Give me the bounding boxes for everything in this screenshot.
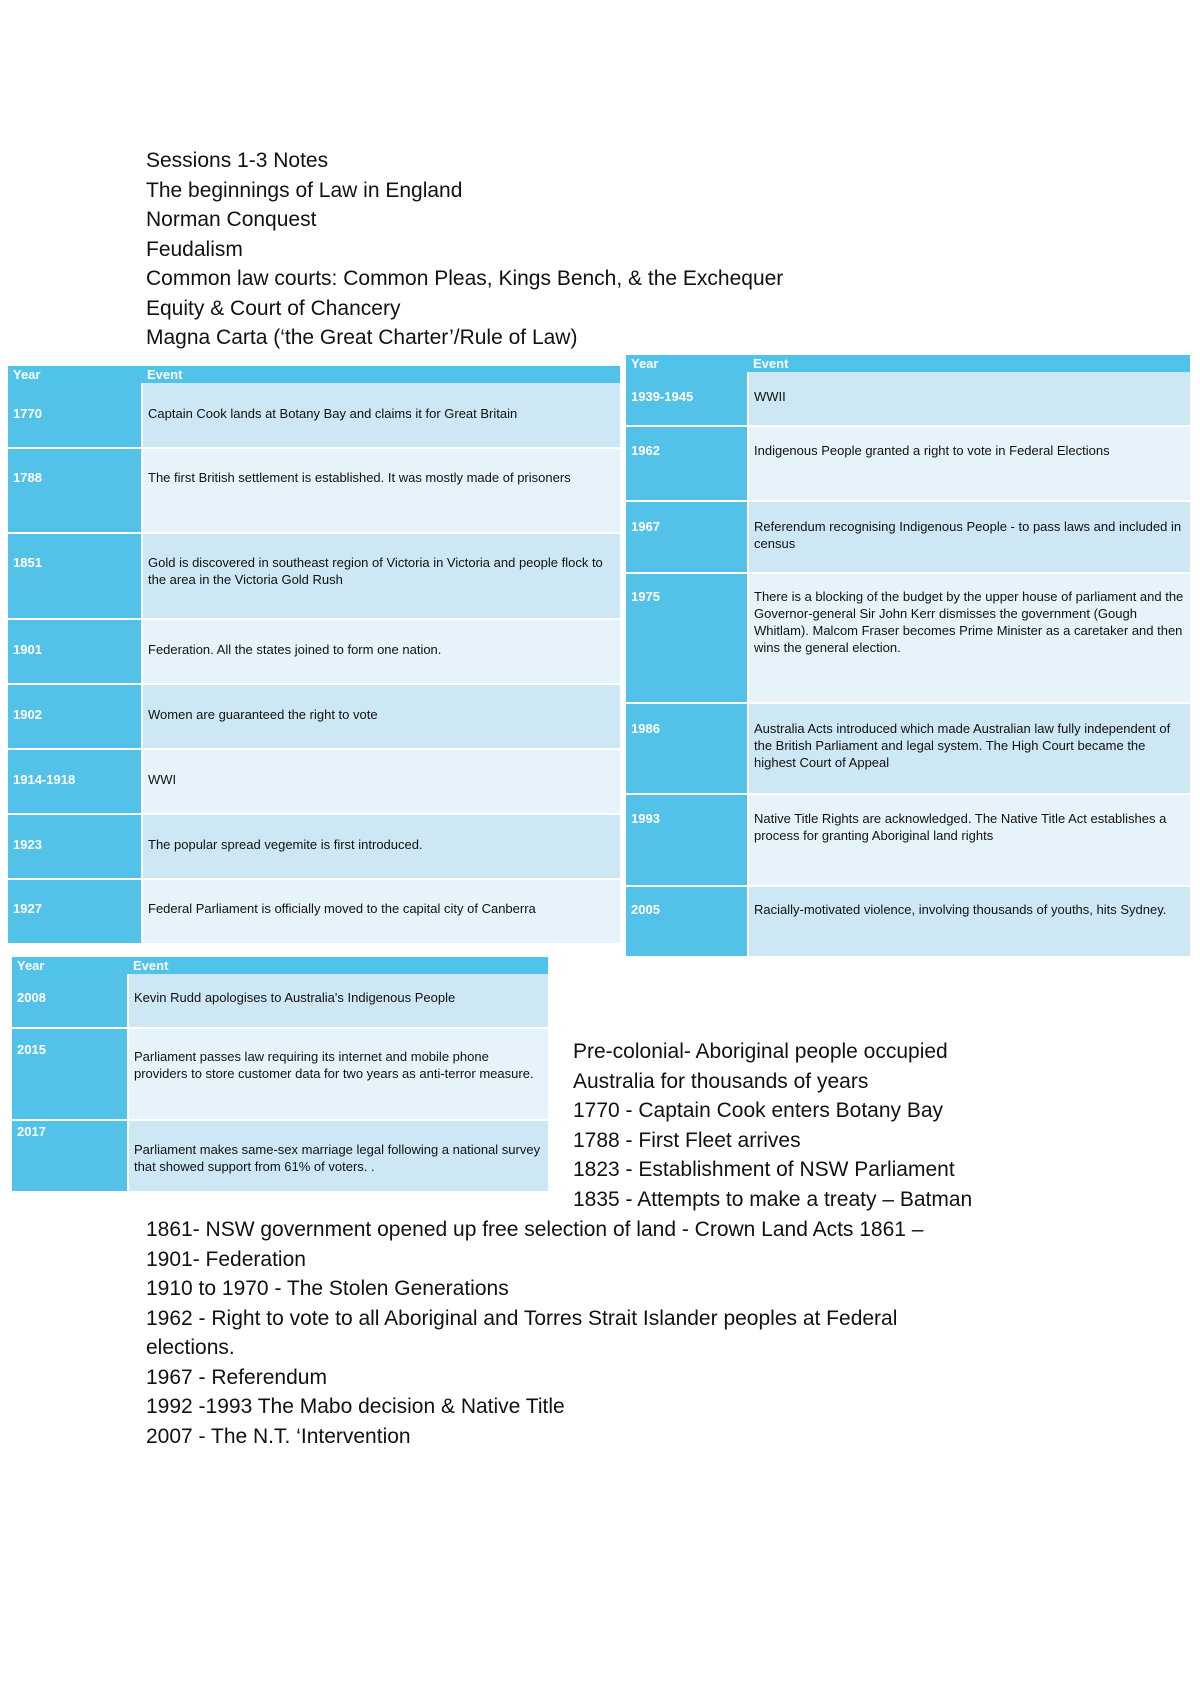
- table-row: [626, 886, 1190, 957]
- year-cell: 1986: [626, 703, 748, 794]
- year-cell: 1788: [8, 448, 142, 533]
- event-cell: There is a blocking of the budget by the upper house of parliament and the Governor-general Sir John Kerr dismisses the government (Gough Whitlam). Malcom Fraser becomes Prime Minister as a caretaker and then wins the general election.: [748, 573, 1190, 703]
- year-cell: 1901: [8, 619, 142, 684]
- event-cell: Gold is discovered in southeast region of Victoria in Victoria and people flock to the area in the Victoria Gold Rush: [142, 533, 620, 619]
- table-row: [626, 501, 1190, 573]
- year-cell: 2005: [626, 886, 748, 957]
- history-line: 1992 -1993 The Mabo decision & Native Title: [146, 1395, 565, 1418]
- year-cell: 1975: [626, 573, 748, 703]
- history-line: 1861- NSW government opened up free selection of land - Crown Land Acts 1861 –: [146, 1218, 924, 1241]
- table-row: [626, 703, 1190, 794]
- table-row: [8, 619, 620, 684]
- year-cell: 1927: [8, 879, 142, 944]
- table-row: [626, 573, 1190, 703]
- table-row: [8, 879, 620, 944]
- table-row: [12, 1028, 548, 1120]
- event-header: Event: [142, 366, 620, 383]
- table-row: [626, 794, 1190, 886]
- year-cell: 2015: [12, 1028, 128, 1120]
- timeline-line: 1770 - Captain Cook enters Botany Bay: [573, 1099, 944, 1122]
- table-row: [8, 448, 620, 533]
- table-row: [8, 814, 620, 879]
- year-cell: 2017: [12, 1120, 128, 1192]
- history-list: [146, 1215, 923, 1451]
- notes-title: Sessions 1-3 Notes: [146, 149, 329, 172]
- event-cell: Native Title Rights are acknowledged. The Native Title Act establishes a process for granting Aboriginal land rights: [748, 794, 1190, 886]
- table-row: [8, 749, 620, 814]
- notes-line: Magna Carta (‘the Great Charter’/Rule of Law): [146, 326, 578, 349]
- event-cell: WWII: [748, 372, 1190, 426]
- event-cell: Australia Acts introduced which made Australian law fully independent of the British Parliament and legal system. The High Court became the highest Court of Appeal: [748, 703, 1190, 794]
- event-cell: Parliament makes same-sex marriage legal following a national survey that showed support from 61% of voters. .: [128, 1120, 548, 1192]
- event-cell: Kevin Rudd apologises to Australia's Indigenous People: [128, 974, 548, 1028]
- timeline-line: 1823 - Establishment of NSW Parliament: [573, 1158, 955, 1181]
- table-row: [626, 426, 1190, 501]
- event-cell: The first British settlement is established. It was mostly made of prisoners: [142, 448, 620, 533]
- timeline-line: Pre-colonial- Aboriginal people occupied: [573, 1040, 948, 1063]
- year-cell: 1923: [8, 814, 142, 879]
- table-row: [626, 372, 1190, 426]
- timeline-line: Australia for thousands of years: [573, 1069, 869, 1093]
- year-cell: 1851: [8, 533, 142, 619]
- event-cell: Captain Cook lands at Botany Bay and claims it for Great Britain: [142, 383, 620, 448]
- history-line: 2007 - The N.T. ‘Intervention: [146, 1424, 411, 1448]
- year-cell: 1770: [8, 383, 142, 448]
- notes-line: The beginnings of Law in England: [146, 178, 463, 202]
- history-line: 1967 - Referendum: [146, 1365, 327, 1389]
- table-row: [8, 684, 620, 749]
- table-row: [12, 974, 548, 1028]
- colonial-timeline: [573, 1037, 972, 1214]
- year-cell: 1914-1918: [8, 749, 142, 814]
- notes-line: Feudalism: [146, 237, 243, 261]
- session-notes: [146, 146, 783, 353]
- event-cell: Indigenous People granted a right to vote in Federal Elections: [748, 426, 1190, 501]
- notes-line: Equity & Court of Chancery: [146, 296, 401, 320]
- event-header: Event: [128, 957, 548, 974]
- table-row: [12, 1120, 548, 1192]
- history-line: 1901- Federation: [146, 1247, 306, 1271]
- timeline-table-1: [8, 366, 620, 945]
- timeline-line: 1835 - Attempts to make a treaty – Batman: [573, 1187, 973, 1211]
- history-line: elections.: [146, 1336, 235, 1359]
- notes-line: Norman Conquest: [146, 208, 317, 231]
- table-row: [8, 383, 620, 448]
- year-header: Year: [12, 957, 128, 974]
- event-cell: Federal Parliament is officially moved to the capital city of Canberra: [142, 879, 620, 944]
- event-cell: Federation. All the states joined to form one nation.: [142, 619, 620, 684]
- history-line: 1910 to 1970 - The Stolen Generations: [146, 1277, 509, 1300]
- event-cell: Women are guaranteed the right to vote: [142, 684, 620, 749]
- year-cell: 1967: [626, 501, 748, 573]
- year-header: Year: [626, 355, 748, 372]
- event-cell: Racially-motivated violence, involving thousands of youths, hits Sydney.: [748, 886, 1190, 957]
- event-cell: The popular spread vegemite is first introduced.: [142, 814, 620, 879]
- event-cell: Parliament passes law requiring its internet and mobile phone providers to store customer data for two years as anti-terror measure.: [128, 1028, 548, 1120]
- timeline-table-3: [12, 957, 548, 1193]
- year-cell: 1902: [8, 684, 142, 749]
- history-line: 1962 - Right to vote to all Aboriginal and Torres Strait Islander peoples at Federal: [146, 1306, 898, 1330]
- year-header: Year: [8, 366, 142, 383]
- event-cell: Referendum recognising Indigenous People - to pass laws and included in census: [748, 501, 1190, 573]
- timeline-line: 1788 - First Fleet arrives: [573, 1128, 801, 1152]
- year-cell: 1939-1945: [626, 372, 748, 426]
- event-header: Event: [748, 355, 1190, 372]
- event-cell: WWI: [142, 749, 620, 814]
- year-cell: 2008: [12, 974, 128, 1028]
- year-cell: 1962: [626, 426, 748, 501]
- year-cell: 1993: [626, 794, 748, 886]
- table-row: [8, 533, 620, 619]
- timeline-table-2: [626, 355, 1190, 958]
- notes-line: Common law courts: Common Pleas, Kings Bench, & the Exchequer: [146, 267, 784, 290]
